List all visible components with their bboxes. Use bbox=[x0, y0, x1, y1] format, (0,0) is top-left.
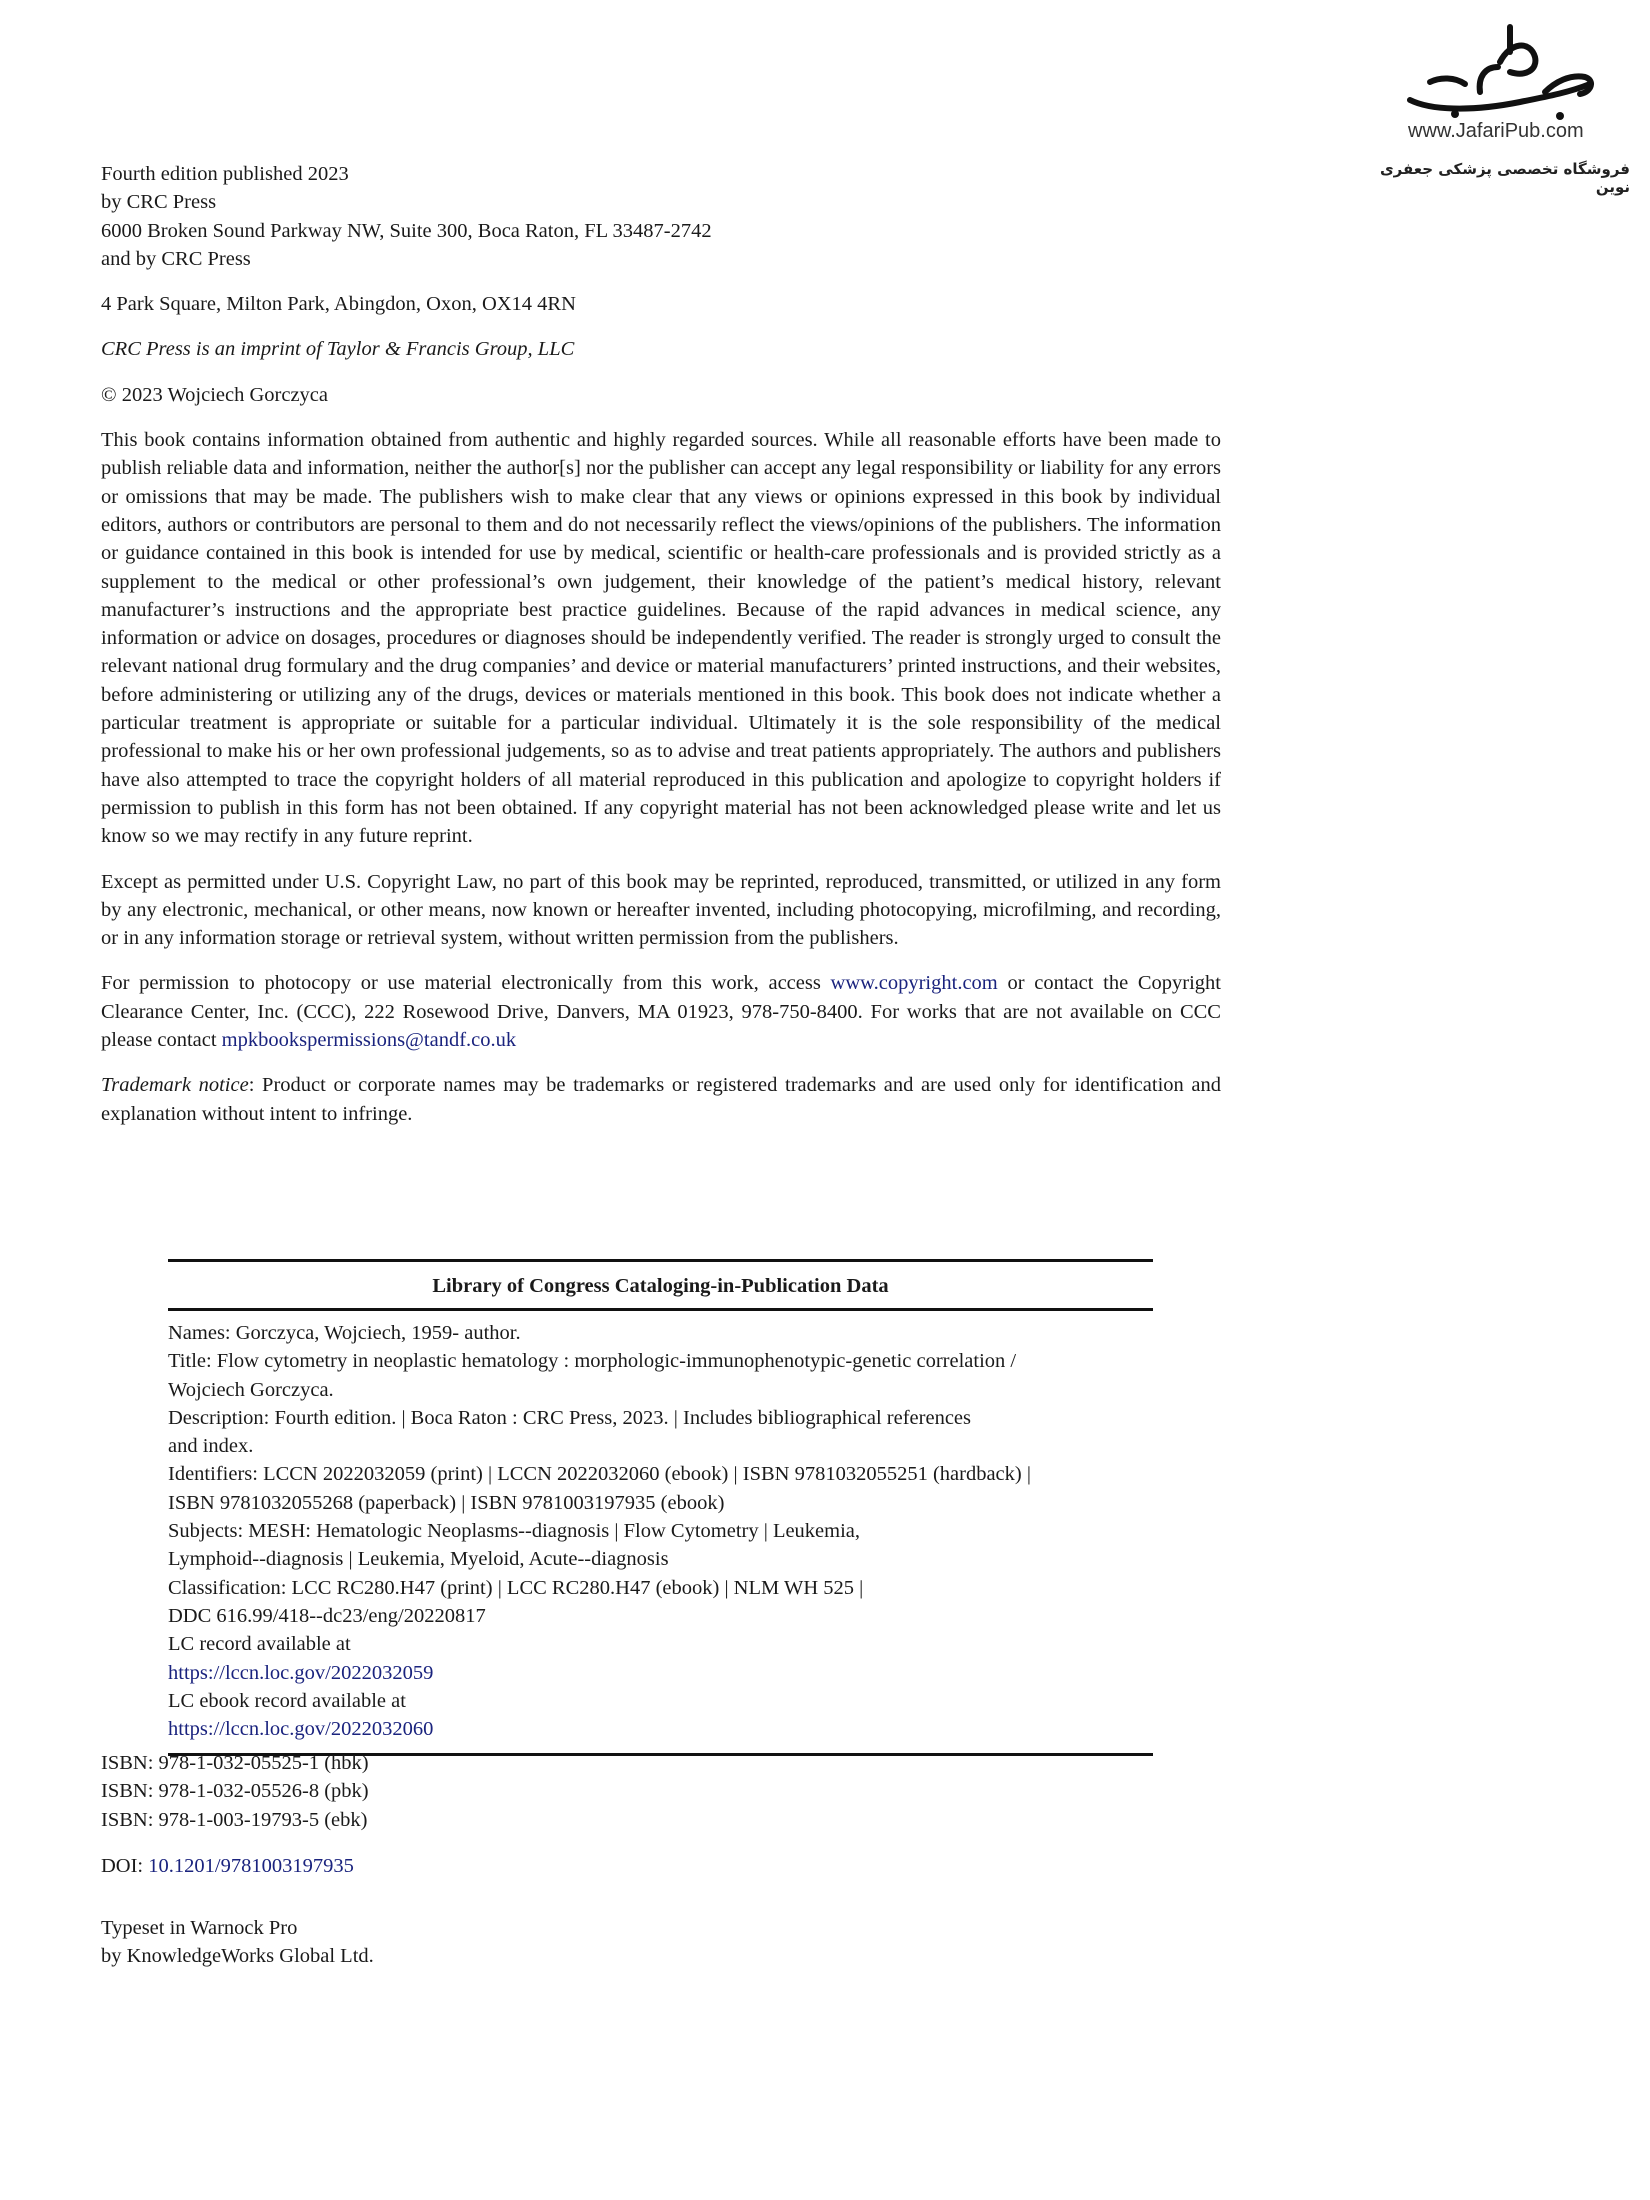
cip-line: ISBN 9781032055268 (paperback) | ISBN 9781003197935 (ebook) bbox=[168, 1491, 725, 1514]
copyright-link[interactable]: www.copyright.com bbox=[830, 972, 998, 995]
cip-block bbox=[168, 1259, 1153, 1756]
lc-ebook-line bbox=[168, 1687, 1153, 1744]
publisher-line: by CRC Press bbox=[101, 191, 217, 214]
isbn-hbk: ISBN: 978-1-032-05525-1 (hbk) bbox=[101, 1752, 369, 1774]
lc-ebook-label: LC ebook record available at bbox=[168, 1689, 406, 1712]
address-line: 6000 Broken Sound Parkway NW, Suite 300, Boca Raton, FL 33487-2742 bbox=[101, 219, 712, 242]
trademark-label: Trademark notice bbox=[101, 1074, 249, 1097]
typeset-by: by KnowledgeWorks Global Ltd. bbox=[101, 1945, 374, 1968]
cip-line: Description: Fourth edition. | Boca Raton : CRC Press, 2023. | Includes bibliographical references bbox=[168, 1406, 971, 1429]
cip-line: Lymphoid--diagnosis | Leukemia, Myeloid, Acute--diagnosis bbox=[168, 1548, 669, 1571]
edition-line: Fourth edition published 2023 bbox=[101, 163, 349, 185]
lc-record-label: LC record available at bbox=[168, 1633, 351, 1656]
isbn-block bbox=[101, 1749, 701, 1834]
cip-line: Subjects: MESH: Hematologic Neoplasms--diagnosis | Flow Cytometry | Leukemia, bbox=[168, 1520, 861, 1543]
permissions-email-link[interactable]: mpkbookspermissions@tandf.co.uk bbox=[221, 1029, 517, 1052]
typeset-block bbox=[101, 1914, 701, 1971]
doi-link[interactable]: 10.1201/9781003197935 bbox=[148, 1855, 354, 1877]
logo-tagline: فروشگاه تخصصی پزشکی جعفری نوین bbox=[1379, 160, 1630, 196]
cip-line: Names: Gorczyca, Wojciech, 1959- author. bbox=[168, 1322, 521, 1344]
permission-paragraph bbox=[101, 969, 1221, 1054]
trademark-text: : Product or corporate names may be trademarks or registered trademarks and are used only for identification and explanation without intent to infringe. bbox=[101, 1074, 1221, 1125]
disclaimer-paragraph: This book contains information obtained from authentic and highly regarded sources. While all reasonable efforts have been made to publish reliable data and information, neither the author[s] nor the publisher can accept any legal responsibility or liability for any errors or omissions that may be made. The publishers wish to make clear that any views or opinions expressed in this book by individual editors, authors or contributors are personal to them and do not necessarily reflect the views/opinions of the publishers. The information or guidance contained in this book is intended for use by medical, scientific or health-care professionals and is provided strictly as a supplement to the medical or other professional’s own judgement, their knowledge of the patient’s medical history, relevant manufacturer’s instructions and the appropriate best practice guidelines. Because of the rapid advances in medical science, any information or advice on dosages, procedures or diagnoses should be independently verified. The reader is strongly urged to consult the relevant national drug formulary and the drug companies’ and device or material manufacturers’ printed instructions, and their websites, before administering or utilizing any of the drugs, devices or materials mentioned in this book. This book does not indicate whether a particular treatment is appropriate or suitable for a particular individual. Ultimately it is the sole responsibility of the medical professional to make his or her own professional judgements, so as to advise and treat patients appropriately. The authors and publishers have also attempted to trace the copyright holders of all material reproduced in this publication and apologize to copyright holders if permission to publish in this form has not been obtained. If any copyright material has not been acknowledged please write and let us know so we may rectify in any future reprint. bbox=[101, 429, 1221, 848]
cip-line: Identifiers: LCCN 2022032059 (print) | LCCN 2022032060 (ebook) | ISBN 9781032055251 (hardback) | bbox=[168, 1463, 1031, 1486]
cip-line: and index. bbox=[168, 1435, 254, 1458]
cip-line: Classification: LCC RC280.H47 (print) | LCC RC280.H47 (ebook) | NLM WH 525 | bbox=[168, 1576, 864, 1599]
copyright-line: © 2023 Wojciech Gorczyca bbox=[101, 383, 329, 406]
trademark-paragraph bbox=[101, 1071, 1221, 1128]
isbn-ebk: ISBN: 978-1-003-19793-5 (ebk) bbox=[101, 1808, 368, 1831]
imprint-statement: CRC Press is an imprint of Taylor & Francis Group, LLC bbox=[101, 338, 575, 361]
publisher-block bbox=[101, 160, 1221, 273]
address-2: 4 Park Square, Milton Park, Abingdon, Oxon, OX14 4RN bbox=[101, 293, 576, 316]
lc-record-link[interactable]: https://lccn.loc.gov/2022032059 bbox=[168, 1661, 434, 1684]
jafaripub-logo-icon bbox=[1360, 22, 1650, 132]
cip-line: Title: Flow cytometry in neoplastic hematology : morphologic-immunophenotypic-genetic correlation / bbox=[168, 1350, 1017, 1373]
logo-url[interactable]: www.JafariPub.com bbox=[1408, 120, 1584, 142]
cip-line: DDC 616.99/418--dc23/eng/20220817 bbox=[168, 1604, 486, 1627]
permission-text-1: For permission to photocopy or use material electronically from this work, access bbox=[101, 972, 831, 995]
copyright-law-paragraph: Except as permitted under U.S. Copyright Law, no part of this book may be reprinted, reproduced, transmitted, or utilized in any form by any electronic, mechanical, or other means, now known or hereafter invented, including photocopying, microfilming, and recording, or in any information storage or retrieval system, without written permission from the publishers. bbox=[101, 870, 1221, 950]
doi-line bbox=[101, 1852, 701, 1880]
cip-body bbox=[168, 1311, 1153, 1753]
isbn-pbk: ISBN: 978-1-032-05526-8 (pbk) bbox=[101, 1780, 369, 1803]
doi-label: DOI: bbox=[101, 1855, 149, 1877]
lc-record-line bbox=[168, 1630, 1153, 1687]
copyright-page bbox=[101, 160, 1221, 1145]
cip-heading: Library of Congress Cataloging-in-Publication Data bbox=[432, 1275, 889, 1297]
publisher-line-2: and by CRC Press bbox=[101, 247, 251, 270]
cip-line: Wojciech Gorczyca. bbox=[168, 1378, 334, 1401]
typeset-font: Typeset in Warnock Pro bbox=[101, 1917, 298, 1939]
lc-ebook-link[interactable]: https://lccn.loc.gov/2022032060 bbox=[168, 1718, 434, 1741]
permission-text-2: or contact the Copyright Clearance Center, Inc. (CCC), 222 Rosewood Drive, Danvers, MA 01923, 978-750-8400. For works that are not available on CCC please contact bbox=[101, 972, 1222, 1052]
